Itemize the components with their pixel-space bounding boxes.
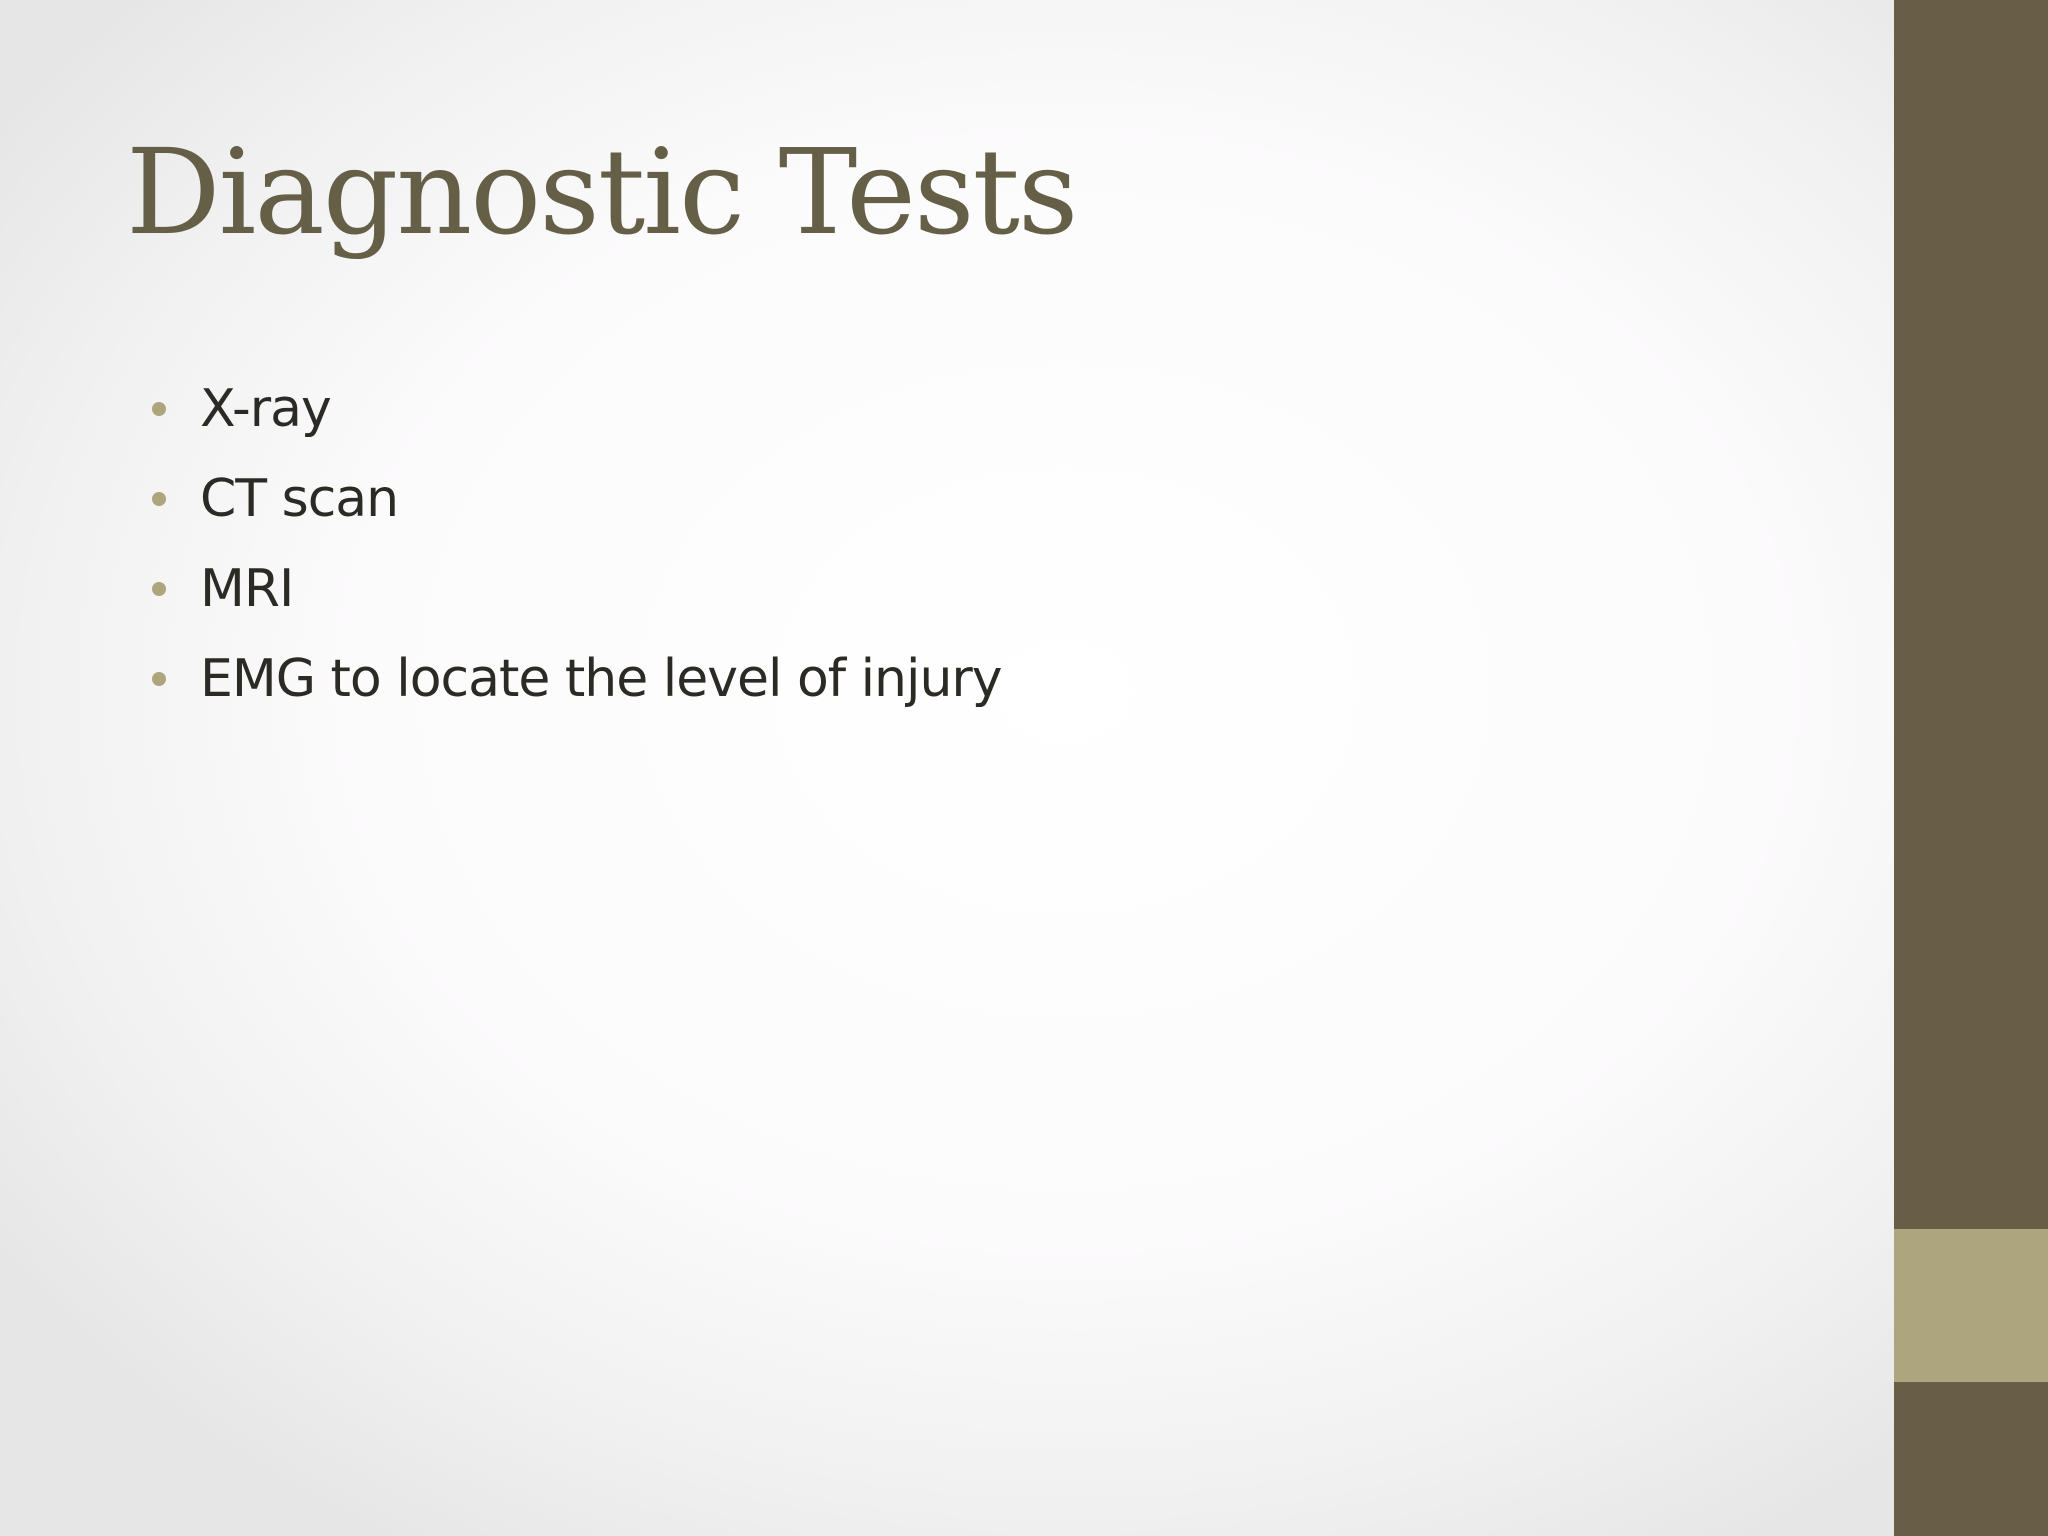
- list-item: [150, 634, 1002, 724]
- bullet-text: CT scan: [200, 469, 399, 529]
- bullet-dot-icon: [152, 492, 166, 506]
- bullet-list: [150, 364, 1002, 724]
- bullet-text: X-ray: [200, 379, 331, 439]
- bullet-dot-icon: [152, 402, 166, 416]
- list-item: [150, 364, 1002, 454]
- side-bar-accent: [1894, 1229, 2048, 1382]
- bullet-dot-icon: [152, 672, 166, 686]
- bullet-text: MRI: [200, 559, 294, 619]
- slide-title: Diagnostic Tests: [126, 123, 1077, 261]
- list-item: [150, 454, 1002, 544]
- bullet-text: EMG to locate the level of injury: [200, 649, 1002, 709]
- list-item: [150, 544, 1002, 634]
- bullet-dot-icon: [152, 582, 166, 596]
